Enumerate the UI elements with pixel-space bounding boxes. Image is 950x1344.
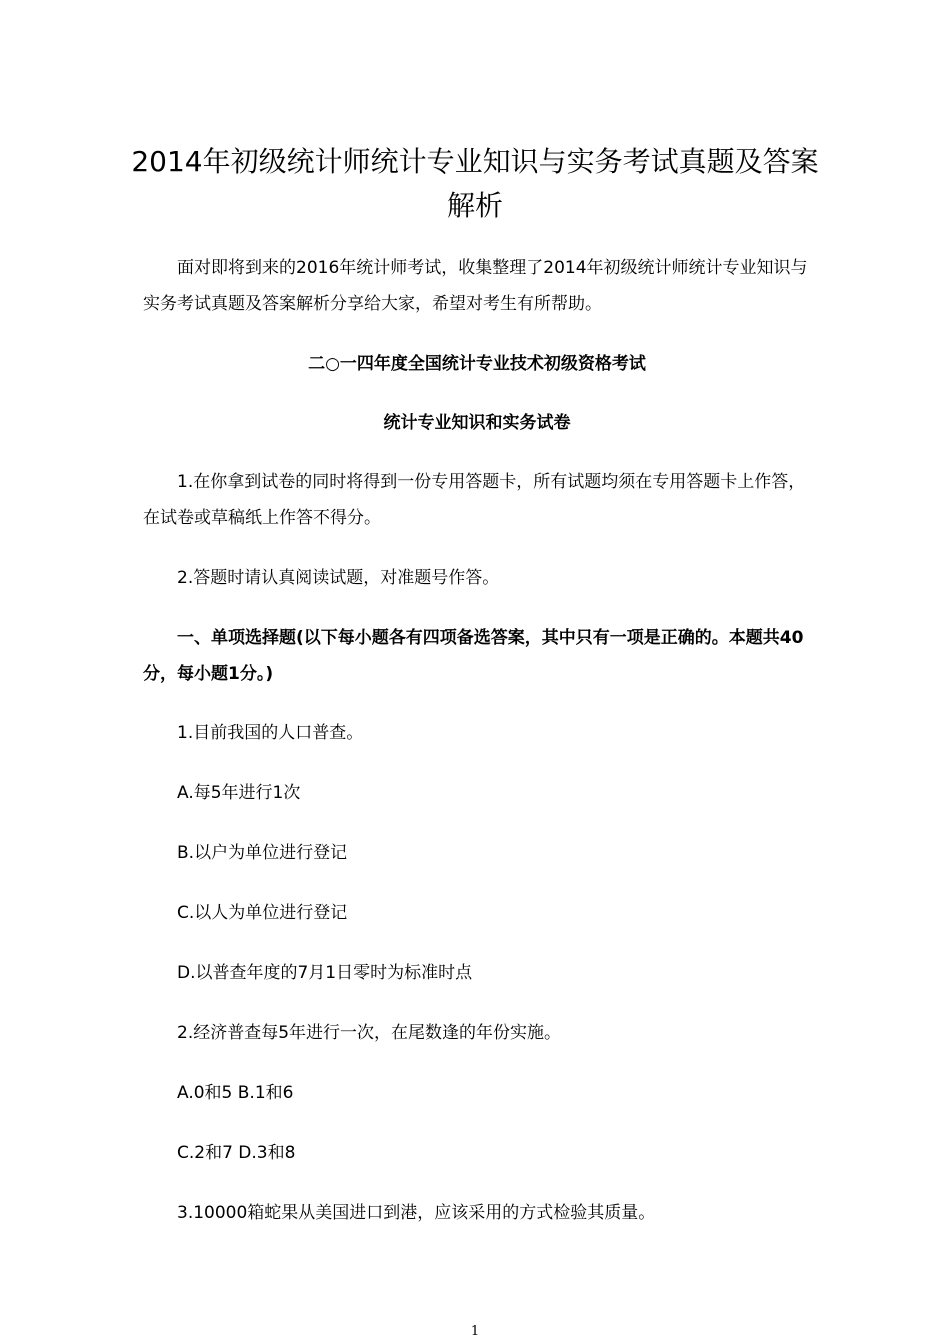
question-1-option-b: B.以户为单位进行登记 <box>177 843 348 863</box>
instruction-2: 2.答题时请认真阅读试题，对准题号作答。 <box>177 568 500 588</box>
question-1-stem: 1.目前我国的人口普查。 <box>177 723 364 743</box>
question-1-option-a: A.每5年进行1次 <box>177 783 301 803</box>
question-2-stem: 2.经济普查每5年进行一次，在尾数逢的年份实施。 <box>177 1023 562 1043</box>
instruction-1: 1.在你拿到试卷的同时将得到一份专用答题卡，所有试题均须在专用答题卡上作答，在试卷或草稿纸上作答不得分。 <box>143 472 806 528</box>
section-heading: 一、单项选择题(以下每小题各有四项备选答案，其中只有一项是正确的。本题共40分，每小题1分。) <box>143 628 804 684</box>
question-2-options-cd: C.2和7 D.3和8 <box>177 1143 296 1163</box>
paper-heading: 统计专业知识和实务试卷 <box>383 413 571 433</box>
page-number: 1 <box>470 1324 480 1339</box>
intro-paragraph: 面对即将到来的2016年统计师考试，收集整理了2014年初级统计师统计专业知识与实务考试真题及答案解析分享给大家，希望对考生有所帮助。 <box>143 258 808 314</box>
question-2-options-ab: A.0和5 B.1和6 <box>177 1083 294 1103</box>
document-title: 2014年初级统计师统计专业知识与实务考试真题及答案解析 <box>131 145 819 222</box>
exam-heading: 二○一四年度全国统计专业技术初级资格考试 <box>308 354 646 374</box>
question-3-stem: 3.10000箱蛇果从美国进口到港，应该采用的方式检验其质量。 <box>177 1203 656 1223</box>
question-1-option-c: C.以人为单位进行登记 <box>177 903 348 923</box>
question-1-option-d: D.以普查年度的7月1日零时为标准时点 <box>177 963 473 983</box>
